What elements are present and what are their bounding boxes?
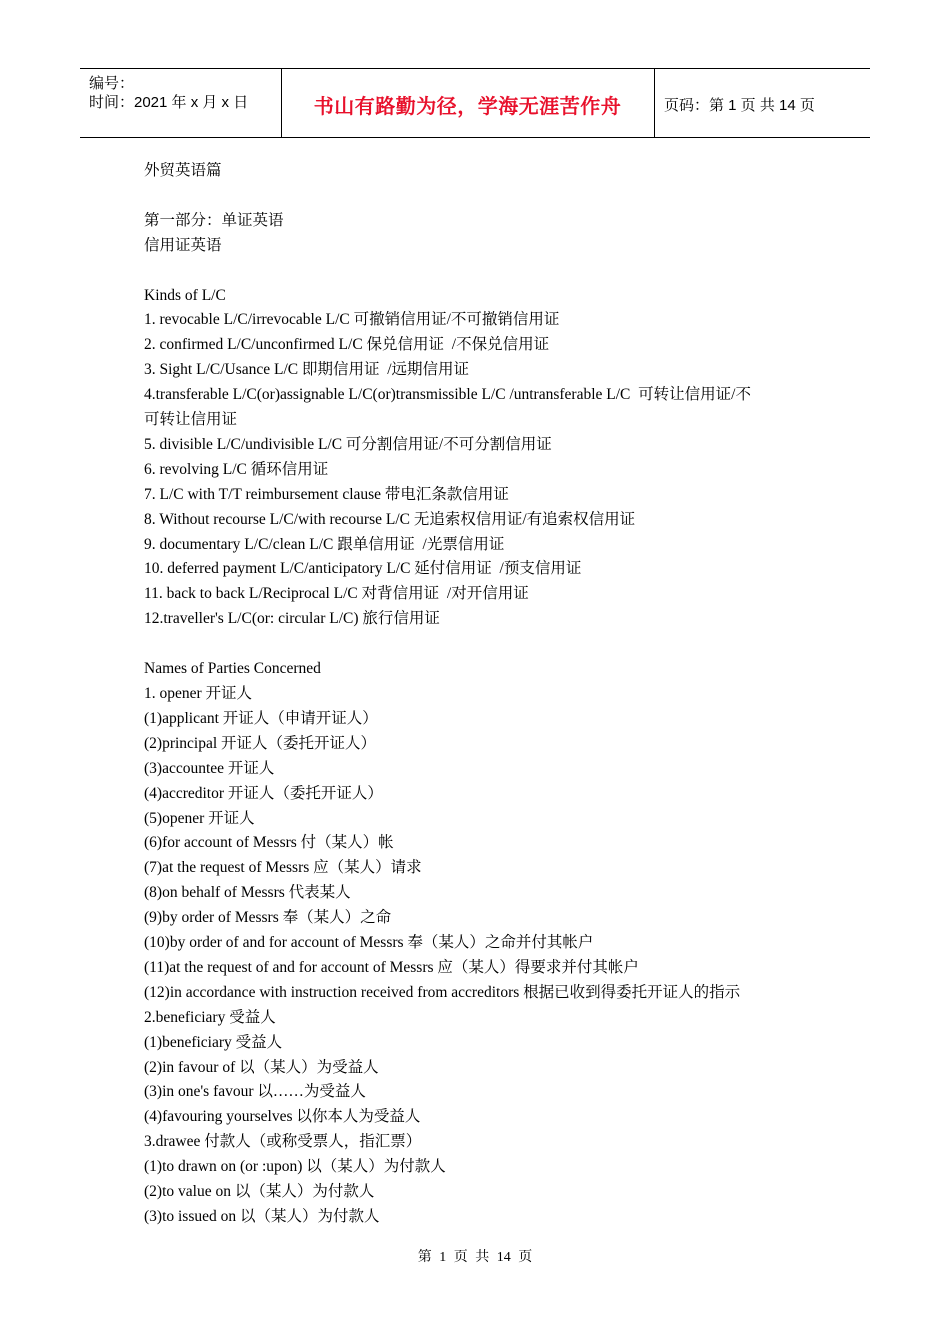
body-line: (7)at the request of Messrs 应（某人）请求 [144, 859, 422, 877]
blank-line [144, 259, 824, 284]
body-line: (11)at the request of and for account of Messrs 应（某人）得要求并付其帐户 [144, 958, 639, 976]
body-line: 2.beneficiary 受益人 [144, 1008, 276, 1026]
body-line: (5)opener 开证人 [144, 809, 255, 827]
header-left-cell [80, 69, 282, 137]
body-line: 信用证英语 [144, 236, 222, 254]
body-line: (1)to drawn on (or :upon) 以（某人）为付款人 [144, 1158, 446, 1176]
body-line: 1. opener 开证人 [144, 684, 253, 702]
body-line: 3.drawee 付款人（或称受票人，指汇票） [144, 1133, 422, 1151]
body-line: (3)accountee 开证人 [144, 759, 275, 777]
body-line: (9)by order of Messrs 奉（某人）之命 [144, 909, 392, 927]
body-line: (2)to value on 以（某人）为付款人 [144, 1183, 375, 1201]
body-line: (12)in accordance with instruction received from accreditors 根据已收到得委托开证人的指示 [144, 983, 741, 1001]
body-line: 10. deferred payment L/C/anticipatory L/C 延付信用证 /预支信用证 [144, 560, 582, 578]
body-line: (2)principal 开证人（委托开证人） [144, 734, 377, 752]
footer-page-unit: 页 [453, 1250, 468, 1265]
body-line: 8. Without recourse L/C/with recourse L/C 无追索权信用证/有追索权信用证 [144, 510, 636, 528]
body-line: 5. divisible L/C/undivisible L/C 可分割信用证/不可分割信用证 [144, 435, 552, 453]
body-line: 外贸英语篇 [144, 162, 222, 179]
body-line: 12.traveller's L/C(or: circular L/C) 旅行信用证 [144, 610, 440, 628]
body-line: (6)for account of Messrs 付（某人）帐 [144, 834, 394, 852]
body-line: (3)to issued on 以（某人）为付款人 [144, 1208, 380, 1226]
body-line: 可转让信用证 [144, 411, 238, 429]
body-line: 7. L/C with T/T reimbursement clause 带电汇条款信用证 [144, 485, 509, 503]
blank-line [144, 184, 824, 209]
page-footer [0, 1246, 950, 1266]
date-label: 时间：2021 年 x 月 x 日 [89, 94, 249, 111]
body-line: 6. revolving L/C 循环信用证 [144, 460, 329, 478]
body-line: (1)applicant 开证人（申请开证人） [144, 709, 378, 727]
body-line: (4)favouring yourselves 以你本人为受益人 [144, 1108, 421, 1126]
header-page-info: 页码：第 1 页 共 14 页 [664, 97, 815, 114]
body-line: 11. back to back L/Reciprocal L/C 对背信用证 /对开信用证 [144, 585, 529, 603]
body-line: (2)in favour of 以（某人）为受益人 [144, 1058, 379, 1076]
header-middle-cell [281, 69, 655, 137]
body-line: (3)in one's favour 以……为受益人 [144, 1083, 366, 1101]
body-line: Names of Parties Concerned [144, 660, 321, 678]
blank-line [144, 632, 824, 657]
body-line: (8)on behalf of Messrs 代表某人 [144, 884, 351, 902]
footer-total-unit: 页 [518, 1250, 533, 1265]
body-line: 4.transferable L/C(or)assignable L/C(or)transmissible L/C /untransferable L/C 可转让信用证/不 [144, 386, 751, 404]
document-body [144, 159, 824, 1230]
body-line: Kinds of L/C [144, 286, 226, 304]
body-line: (1)beneficiary 受益人 [144, 1033, 283, 1051]
body-line: 9. documentary L/C/clean L/C 跟单信用证 /光票信用证 [144, 535, 505, 553]
footer-page-number: 1 [439, 1250, 447, 1265]
footer-total-word: 共 [475, 1250, 490, 1265]
header-right-cell [655, 69, 870, 137]
footer-total-number: 14 [496, 1250, 511, 1265]
body-line: 2. confirmed L/C/unconfirmed L/C 保兑信用证 /不保兑信用证 [144, 336, 550, 354]
document-header [80, 68, 870, 138]
body-line: (10)by order of and for account of Messrs 奉（某人）之命并付其帐户 [144, 934, 594, 952]
body-line: (4)accreditor 开证人（委托开证人） [144, 784, 383, 802]
body-line: 1. revocable L/C/irrevocable L/C 可撤销信用证/不可撤销信用证 [144, 311, 560, 329]
body-line: 3. Sight L/C/Usance L/C 即期信用证 /远期信用证 [144, 361, 470, 379]
footer-page-word: 第 [417, 1250, 432, 1265]
body-line: 第一部分：单证英语 [144, 211, 284, 229]
serial-number-label: 编号： [89, 75, 135, 92]
header-motto: 书山有路勤为径，学海无涯苦作舟 [313, 94, 622, 118]
